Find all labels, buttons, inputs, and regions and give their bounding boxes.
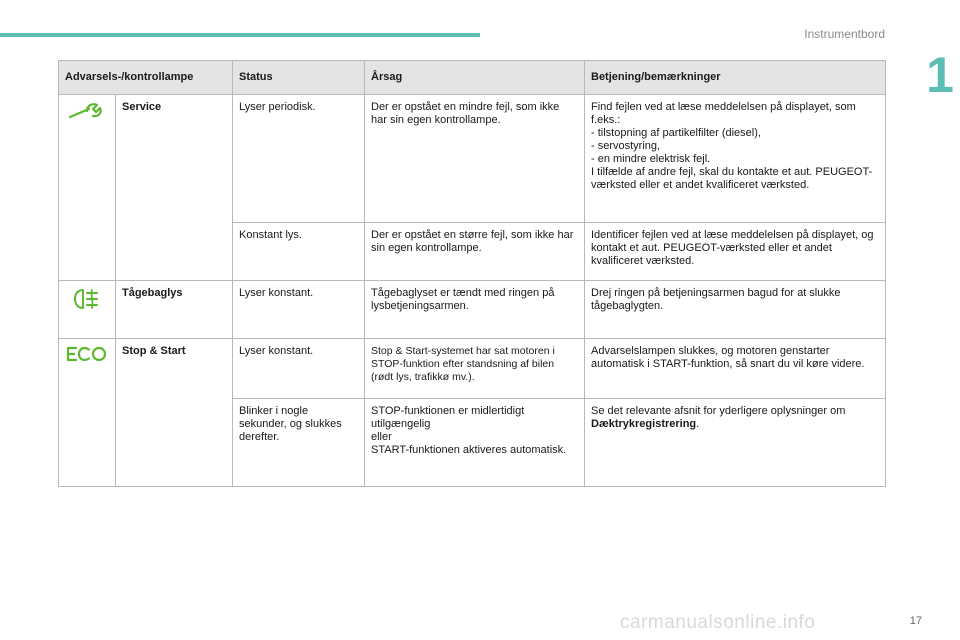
table-row [59,95,886,223]
service-name: Service [116,95,233,281]
stop-start-cause-2 [365,399,585,487]
stop-start-action-2 [585,399,886,487]
stop-start-cause-1: Stop & Start-systemet har sat motoren i STOP-funktion efter standsning af bilen (rødt lys, trafikkø mv.). [365,339,585,399]
service-action-line: - tilstopning af partikelfilter (diesel), [591,127,761,139]
service-action-line: I tilfælde af andre fejl, skal du kontakte et aut. PEUGEOT-værksted eller et andet kvalificeret værksted. [591,166,873,191]
warning-lamp-table [58,60,886,487]
action-text: Se det relevante afsnit for yderligere oplysninger om [591,405,846,417]
chapter-number: 1 [926,47,954,103]
stop-start-name: Stop & Start [116,339,233,487]
stop-start-status-1: Lyser konstant. [233,339,365,399]
action-suffix: . [696,418,700,430]
eco-icon [65,345,109,363]
table-row [59,281,886,339]
table-row [59,339,886,399]
stop-start-icon-cell [59,339,116,487]
service-action-1 [585,95,886,223]
fog-status: Lyser konstant. [233,281,365,339]
service-cause-2: Der er opstået en større fejl, som ikke har sin egen kontrollampe. [365,223,585,281]
service-action-line: - en mindre elektrisk fejl. [591,153,711,165]
action-bold-link-text: Dæktrykregistrering [591,418,697,430]
rear-fog-lamp-icon [72,287,102,311]
service-action-line: - servostyring, [591,140,661,152]
column-header-lamp: Advarsels-/kontrollampe [59,61,233,95]
service-status-2: Konstant lys. [233,223,365,281]
top-accent-bar [0,33,480,37]
fog-icon-cell [59,281,116,339]
page-number: 17 [909,615,922,627]
column-header-status: Status [233,61,365,95]
service-status-1: Lyser periodisk. [233,95,365,223]
table-header-row [59,61,886,95]
stop-start-cause-line: STOP-funktionen er midlertidigt utilgængelig [371,405,525,430]
fog-name: Tågebaglys [116,281,233,339]
stop-start-cause-line: START-funktionen aktiveres automatisk. [371,444,567,456]
watermark: carmanualsonline.info [620,612,816,633]
column-header-action: Betjening/bemærkninger [585,61,886,95]
section-title: Instrumentbord [804,27,885,41]
wrench-icon [67,101,107,121]
stop-start-action-1: Advarselslampen slukkes, og motoren genstarter automatisk i START-funktion, så snart du vil køre videre. [585,339,886,399]
stop-start-cause-line: eller [371,431,392,443]
fog-cause: Tågebaglyset er tændt med ringen på lysbetjeningsarmen. [365,281,585,339]
fog-action: Drej ringen på betjeningsarmen bagud for at slukke tågebaglygten. [585,281,886,339]
column-header-cause: Årsag [365,61,585,95]
service-action-line: Find fejlen ved at læse meddelelsen på displayet, som f.eks.: [591,101,856,126]
stop-start-status-2: Blinker i nogle sekunder, og slukkes derefter. [233,399,365,487]
service-action-2: Identificer fejlen ved at læse meddelelsen på displayet, og kontakt et aut. PEUGEOT-værksted eller et andet kvalificeret værksted. [585,223,886,281]
service-cause-1: Der er opstået en mindre fejl, som ikke har sin egen kontrollampe. [365,95,585,223]
service-icon-cell [59,95,116,281]
